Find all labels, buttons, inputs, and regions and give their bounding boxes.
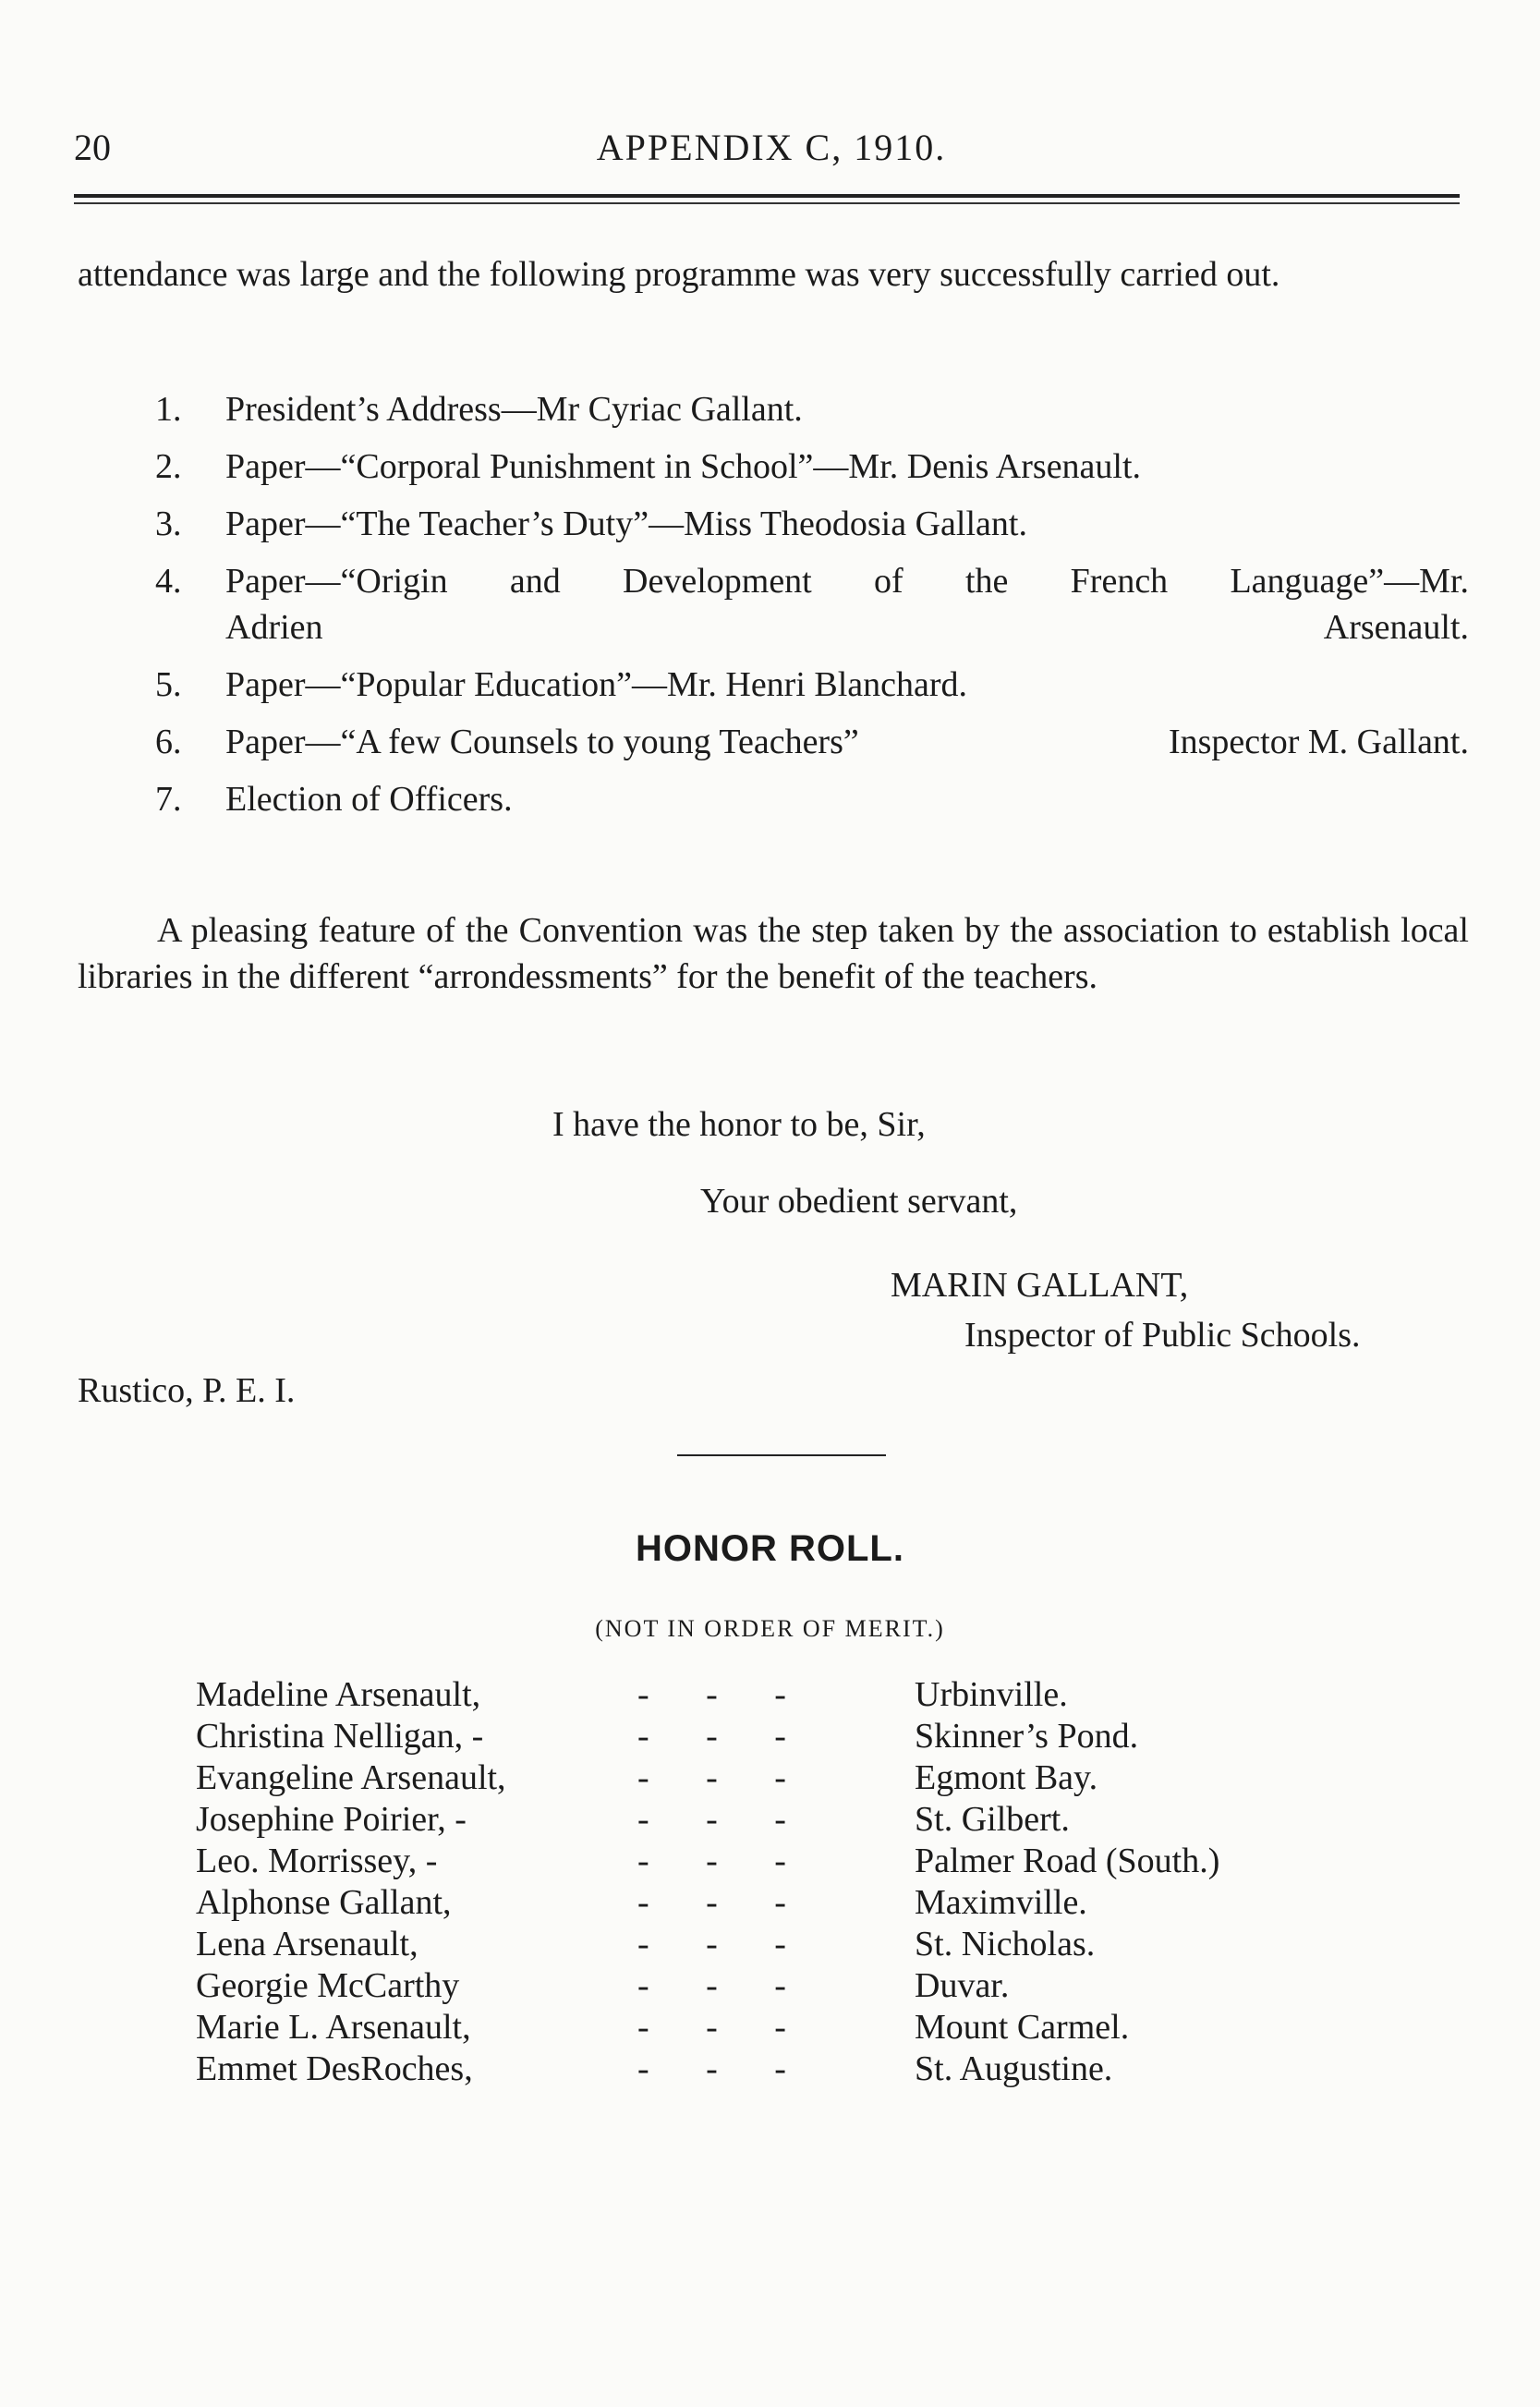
honor-roll-name: Evangeline Arsenault, <box>196 1758 506 1797</box>
honor-roll-row <box>196 1757 1397 1799</box>
honor-roll-name: Marie L. Arsenault, <box>196 2008 471 2047</box>
feature-paragraph: A pleasing feature of the Convention was the step taken by the association to establish local libraries in the different “arrondessments” for the benefit of the teachers. <box>78 911 1469 996</box>
honor-roll-leader: - - - <box>637 1883 786 1922</box>
honor-roll-name: Leo. Morrissey, - <box>196 1842 438 1880</box>
honor-roll-place: Maximville. <box>915 1883 1087 1922</box>
programme-item-text: Paper—“Popular Education”—Mr. Henri Blanchard. <box>225 665 968 704</box>
section-divider <box>677 1454 886 1456</box>
honor-roll-row <box>196 1716 1397 1757</box>
programme-item <box>78 558 1469 650</box>
honor-roll-place: Palmer Road (South.) <box>915 1842 1220 1880</box>
programme-item-number: 4. <box>155 562 182 601</box>
honor-roll-row <box>196 2048 1397 2090</box>
closing-servant-line: Your obedient servant, <box>700 1182 1018 1221</box>
signatory-office: Inspector of Public Schools. <box>964 1316 1361 1355</box>
honor-roll-name: Madeline Arsenault, <box>196 1675 481 1714</box>
programme-item-number: 7. <box>155 780 182 819</box>
closing-honor-line: I have the honor to be, Sir, <box>552 1105 926 1144</box>
page-header <box>74 126 1469 172</box>
honor-roll-row <box>196 1674 1397 1716</box>
place-line: Rustico, P. E. I. <box>78 1371 296 1410</box>
page-number: 20 <box>74 127 111 168</box>
honor-roll-place: Urbinville. <box>915 1675 1068 1714</box>
intro-paragraph: attendance was large and the following programme was very successfully carried out. <box>78 255 1280 294</box>
programme-item-text: Paper—“The Teacher’s Duty”—Miss Theodosia Gallant. <box>225 504 1027 543</box>
honor-roll-place: Mount Carmel. <box>915 2008 1130 2047</box>
honor-roll-place: Egmont Bay. <box>915 1758 1098 1797</box>
honor-roll-row <box>196 1799 1397 1841</box>
honor-roll-leader: - - - <box>637 1675 786 1714</box>
honor-roll-name: Christina Nelligan, - <box>196 1717 484 1756</box>
honor-roll-place: St. Gilbert. <box>915 1800 1070 1839</box>
honor-roll-subtitle: (NOT IN ORDER OF MERIT.) <box>595 1615 945 1642</box>
programme-item-continuation: Adrien Arsenault. <box>225 608 1469 647</box>
honor-roll-row <box>196 1924 1397 1965</box>
honor-roll-name: Emmet DesRoches, <box>196 2049 473 2088</box>
running-title: APPENDIX C, 1910. <box>596 127 947 168</box>
honor-roll-row <box>196 1841 1397 1882</box>
honor-roll-row <box>196 2007 1397 2048</box>
honor-roll-leader: - - - <box>637 1758 786 1797</box>
programme-item-text: Election of Officers. <box>225 780 513 819</box>
honor-roll-place: St. Augustine. <box>915 2049 1113 2088</box>
honor-roll-name: Lena Arsenault, <box>196 1925 418 1963</box>
programme-item-number: 3. <box>155 504 182 543</box>
honor-roll-title: HONOR ROLL. <box>636 1528 904 1569</box>
programme-item-text: Paper—“A few Counsels to young Teachers” <box>225 723 859 761</box>
programme-item <box>78 776 1469 822</box>
honor-roll-place: Skinner’s Pond. <box>915 1717 1139 1756</box>
programme-item-number: 5. <box>155 665 182 704</box>
honor-roll-leader: - - - <box>637 1717 786 1756</box>
programme-item <box>78 444 1469 490</box>
programme-item-text: President’s Address—Mr Cyriac Gallant. <box>225 390 803 429</box>
honor-roll-place: St. Nicholas. <box>915 1925 1096 1963</box>
programme-item-number: 2. <box>155 447 182 486</box>
honor-roll-leader: - - - <box>637 1925 786 1963</box>
programme-item-speaker: Inspector M. Gallant. <box>1168 723 1469 761</box>
programme-item <box>78 719 1469 765</box>
honor-roll-name: Georgie McCarthy <box>196 1966 460 2005</box>
honor-roll-leader: - - - <box>637 2008 786 2047</box>
header-rule-thick <box>74 194 1460 198</box>
programme-item-text: Paper—“Corporal Punishment in School”—Mr. Denis Arsenault. <box>225 447 1142 486</box>
honor-roll-place: Duvar. <box>915 1966 1010 2005</box>
honor-roll-leader: - - - <box>637 2049 786 2088</box>
honor-roll-row <box>196 1882 1397 1924</box>
honor-roll-leader: - - - <box>637 1842 786 1880</box>
programme-item-text: Paper—“Origin and Development of the French Language”—Mr. <box>225 562 1469 601</box>
programme-list <box>78 386 1469 833</box>
signatory-name: MARIN GALLANT, <box>891 1266 1189 1305</box>
programme-item <box>78 501 1469 547</box>
honor-roll-leader: - - - <box>637 1800 786 1839</box>
header-rule-thin <box>74 202 1460 204</box>
honor-roll-list <box>196 1674 1397 2090</box>
programme-item <box>78 662 1469 708</box>
honor-roll-row <box>196 1965 1397 2007</box>
programme-item <box>78 386 1469 432</box>
honor-roll-name: Alphonse Gallant, <box>196 1883 452 1922</box>
programme-item-number: 6. <box>155 723 182 761</box>
programme-item-number: 1. <box>155 390 182 429</box>
honor-roll-name: Josephine Poirier, - <box>196 1800 467 1839</box>
honor-roll-leader: - - - <box>637 1966 786 2005</box>
